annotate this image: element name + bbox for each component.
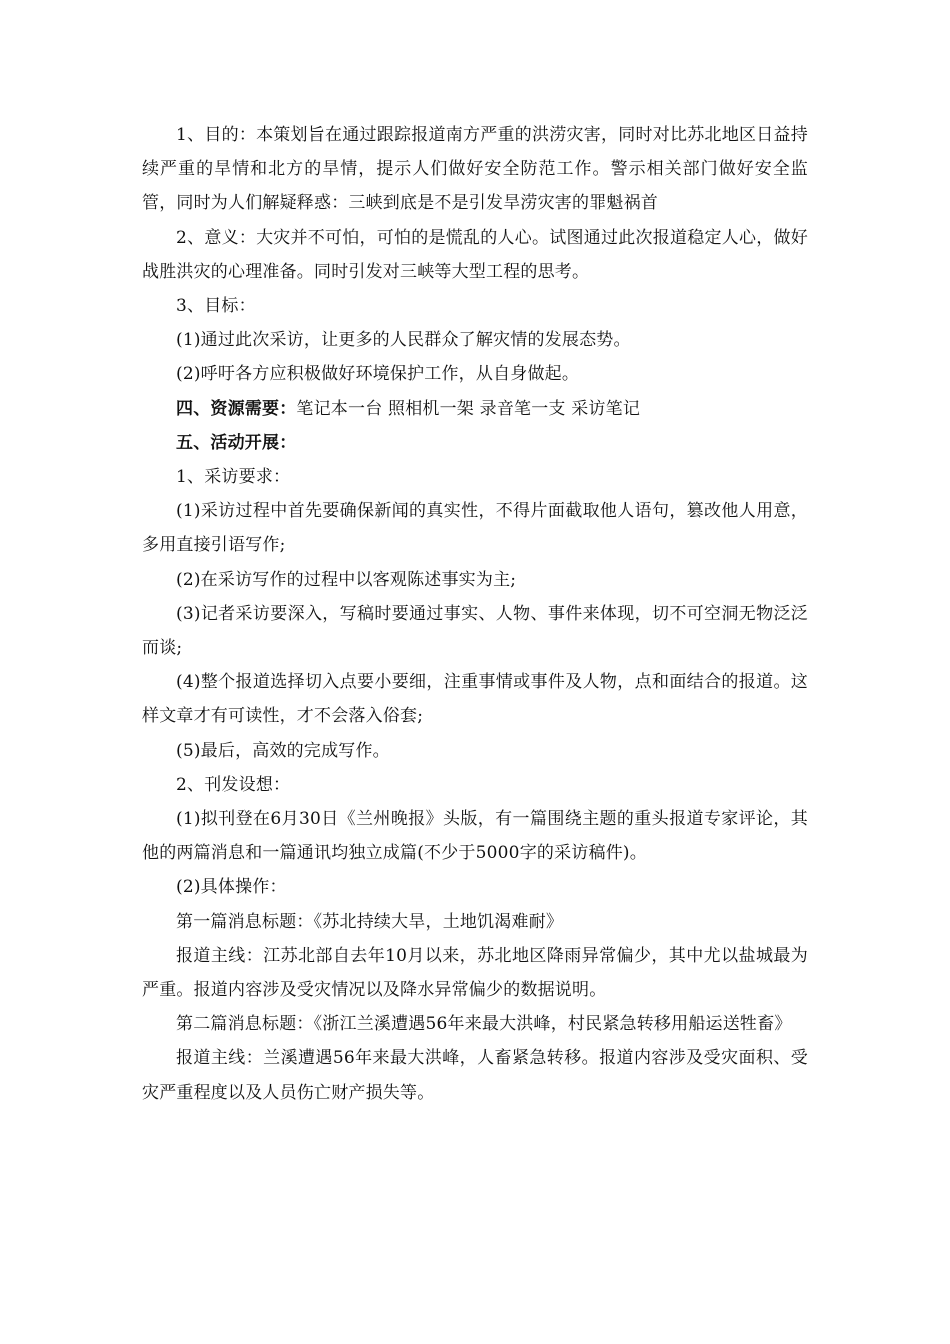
paragraph-significance: 2、意义：大灾并不可怕，可怕的是慌乱的人心。试图通过此次报道稳定人心，做好战胜洪灾的心理准备。同时引发对三峡等大型工程的思考。 <box>142 227 808 282</box>
paragraph-publishing-2: (2)具体操作： <box>176 877 287 898</box>
paragraph-second-news-mainline: 报道主线：兰溪遭遇56年来最大洪峰，人畜紧急转移。报道内容涉及受灾面积、受灾严重程度以及人员伤亡财产损失等。 <box>142 1048 808 1103</box>
paragraph-requirement-1: (1)采访过程中首先要确保新闻的真实性，不得片面截取他人语句，篡改他人用意，多用直接引语写作; <box>142 501 808 556</box>
paragraph-requirement-4: (4)整个报道选择切入点要小要细，注重事情或事件及人物，点和面结合的报道。这样文章才有可读性，才不会落入俗套; <box>142 672 808 727</box>
paragraph-first-news-mainline: 报道主线：江苏北部自去年10月以来，苏北地区降雨异常偏少，其中尤以盐城最为严重。报道内容涉及受灾情况以及降水异常偏少的数据说明。 <box>142 945 808 1001</box>
paragraph-goal-2: (2)呼吁各方应积极做好环境保护工作，从自身做起。 <box>176 364 580 385</box>
paragraph-goals-heading: 3、目标： <box>176 296 256 317</box>
paragraph-purpose: 1、目的：本策划旨在通过跟踪报道南方严重的洪涝灾害，同时对比苏北地区日益持续严重的旱情和北方的旱情，提示人们做好安全防范工作。警示相关部门做好安全监管，同时为人们解疑释惑：三峡到底是不是引发旱涝灾害的罪魁祸首 <box>142 125 808 214</box>
paragraph-requirement-3: (3)记者采访要深入，写稿时要通过事实、人物、事件来体现，切不可空洞无物泛泛而谈; <box>142 603 808 659</box>
resources-text: 笔记本一台 照相机一架 录音笔一支 采访笔记 <box>296 398 641 419</box>
paragraph-requirement-5: (5)最后，高效的完成写作。 <box>176 740 390 761</box>
paragraph-activities <box>142 426 808 460</box>
paragraph-publishing-plan: 2、刊发设想： <box>176 774 291 795</box>
paragraph-interview-requirements: 1、采访要求： <box>176 467 291 488</box>
section-heading-activities: 五、活动开展： <box>176 432 297 453</box>
paragraph-requirement-2: (2)在采访写作的过程中以客观陈述事实为主; <box>176 569 517 590</box>
paragraph-resources <box>142 392 808 426</box>
section-heading-resources: 四、资源需要： <box>176 398 297 419</box>
paragraph-first-news-title: 第一篇消息标题：《苏北持续大旱，土地饥渴难耐》 <box>176 911 564 932</box>
paragraph-publishing-1: (1)拟刊登在6月30日《兰州晚报》头版，有一篇围绕主题的重头报道专家评论，其他的两篇消息和一篇通讯均独立成篇(不少于5000字的采访稿件)。 <box>142 809 808 864</box>
paragraph-second-news-title: 第二篇消息标题：《浙江兰溪遭遇56年来最大洪峰，村民紧急转移用船运送牲畜》 <box>176 1014 792 1035</box>
paragraph-goal-1: (1)通过此次采访，让更多的人民群众了解灾情的发展态势。 <box>176 330 631 351</box>
